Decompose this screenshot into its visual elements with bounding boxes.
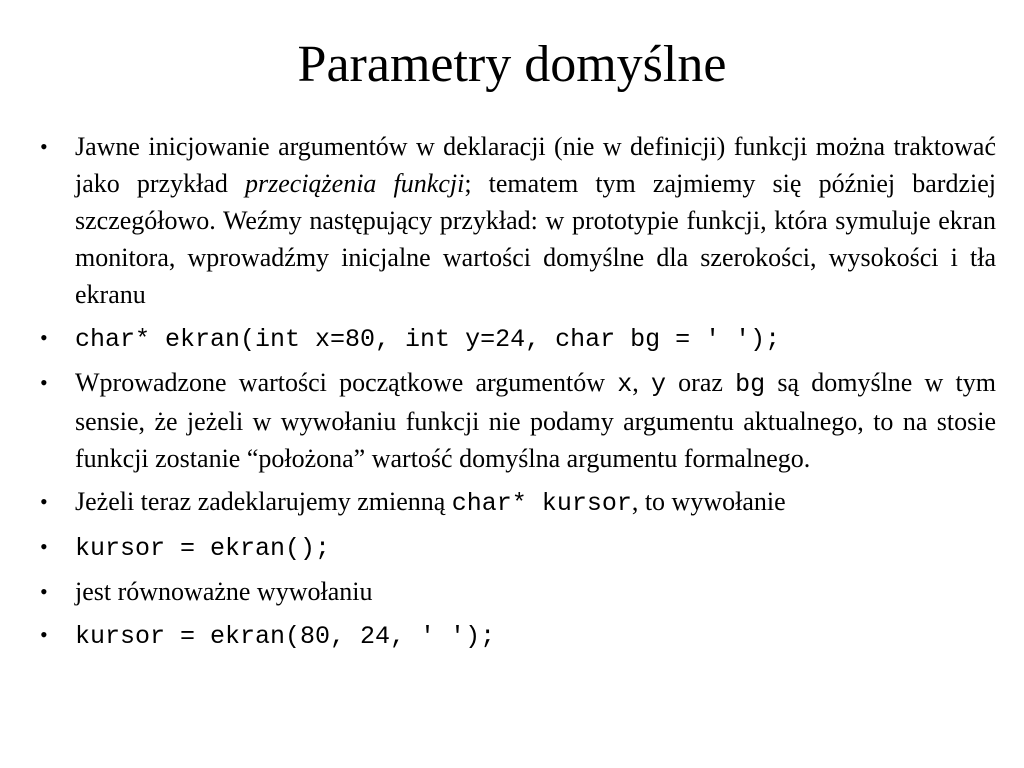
code-snippet: kursor = ekran(); xyxy=(75,534,331,563)
bullet-icon: • xyxy=(40,489,48,514)
code-snippet: char* ekran(int x=80, int y=24, char bg = ' '); xyxy=(75,325,781,354)
bullet-text: , xyxy=(632,368,651,397)
bullet-icon: • xyxy=(40,534,48,559)
bullet-icon: • xyxy=(40,325,48,350)
bullet-item-equivalent-code xyxy=(40,616,996,655)
bullet-text: Jawne inicjowanie argumentów w deklaracji (nie w definicji) funkcji można traktować jako przykład xyxy=(75,132,996,198)
bullet-icon: • xyxy=(40,134,48,159)
inline-code-kursor: char* kursor xyxy=(451,489,632,518)
bullet-text: są domyślne w tym sensie, że jeżeli w wywołaniu funkcji nie podamy argumentu aktualnego, to na stosie funkcji zostanie “położona” wartość domyślna argumentu formalnego. xyxy=(75,368,996,473)
code-snippet: kursor = ekran(80, 24, ' '); xyxy=(75,622,496,651)
bullet-item-equivalent xyxy=(40,573,996,610)
bullet-text: , to wywołanie xyxy=(631,487,786,516)
bullet-item-prototype-code xyxy=(40,319,996,358)
inline-code-y: y xyxy=(650,370,666,399)
bullet-item-default-args-intro xyxy=(40,128,996,313)
bullet-icon: • xyxy=(40,579,48,604)
bullet-text: Jeżeli teraz zadeklarujemy zmienną xyxy=(75,487,452,516)
emphasis-text: przeciążenia funkcji xyxy=(245,169,465,198)
bullet-text: Wprowadzone wartości początkowe argumentów xyxy=(75,368,618,397)
bullet-item-call-code xyxy=(40,528,996,567)
bullet-item-declaration xyxy=(40,483,996,522)
bullet-text: jest równoważne wywołaniu xyxy=(75,577,373,606)
inline-code-bg: bg xyxy=(735,370,766,399)
inline-code-x: x xyxy=(617,370,633,399)
bullet-text: oraz xyxy=(665,368,736,397)
bullet-icon: • xyxy=(40,370,48,395)
bullet-text: ; tematem tym zajmiemy się później bardziej szczegółowo. Weźmy następujący przykład: w prototypie funkcji, która symuluje ekran monitora, wprowadźmy inicjalne wartości domyślne dla szerokości, wysokości i tła ekranu xyxy=(75,169,996,309)
slide-title: Parametry domyślne xyxy=(297,36,727,93)
bullet-list xyxy=(40,128,996,661)
bullet-icon: • xyxy=(40,622,48,647)
bullet-item-explanation xyxy=(40,364,996,477)
